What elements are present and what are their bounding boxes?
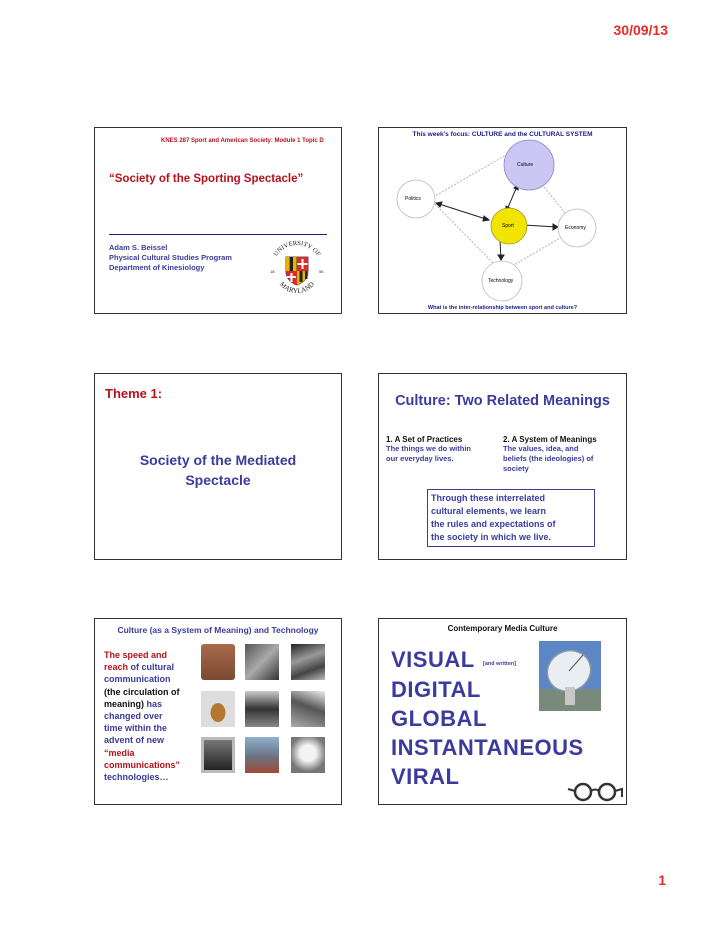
svg-text:MARYLAND: MARYLAND <box>277 280 317 296</box>
svg-text:56: 56 <box>319 269 324 274</box>
text-fragment: time within the <box>104 723 167 734</box>
text-fragment: communications” <box>104 759 181 770</box>
lecture-title: “Society of the Sporting Spectacle” <box>109 173 304 185</box>
meanings-line: The values, idea, and <box>503 444 579 453</box>
box-line: Through these interrelated <box>431 493 546 503</box>
text-fragment: meaning) <box>104 698 145 709</box>
text-fragment: “media <box>104 747 135 758</box>
printing-press-image <box>245 644 279 680</box>
box-line: the society in which we live. <box>431 532 552 542</box>
text-fragment: reach <box>104 662 129 673</box>
interrelated-elements-box <box>427 489 595 547</box>
glasses-icon <box>567 781 625 803</box>
slide-media-culture <box>378 618 627 805</box>
communication-text <box>104 649 204 783</box>
course-label: KNES 287 Sport and American Society: Module 1 Topic D <box>161 138 324 144</box>
theme-subtitle <box>95 450 341 490</box>
header-date: 30/09/13 <box>613 22 668 38</box>
written-note: [and written] <box>483 661 516 667</box>
media-keyword: DIGITAL <box>391 677 481 702</box>
text-fragment: The speed and <box>104 650 168 660</box>
media-keyword: GLOBAL <box>391 706 487 731</box>
newspaper-press-image <box>291 644 325 680</box>
media-keyword: VISUAL <box>391 647 475 672</box>
technology-label: Technology <box>488 278 514 284</box>
practices-column <box>386 435 501 464</box>
satellite-dish-image <box>539 641 601 711</box>
arrow-sport-politics <box>436 203 489 220</box>
practices-line: our everyday lives. <box>386 454 454 463</box>
text-fragment: communication <box>104 674 171 685</box>
practices-line: The things we do within <box>386 444 471 453</box>
clay-tablet-image <box>201 644 235 680</box>
text-fragment: (the circulation of <box>104 686 180 697</box>
politics-label: Politics <box>405 196 421 202</box>
theme-subtitle-line: Spectacle <box>185 472 251 488</box>
media-keyword: INSTANTANEOUS <box>391 735 584 760</box>
svg-text:UNIVERSITY OF: UNIVERSITY OF <box>272 239 322 258</box>
mobile-phone-hands-image <box>291 737 325 773</box>
television-image <box>201 737 235 773</box>
inter-relationship-question: What is the inter-relationship between sport and culture? <box>427 305 578 311</box>
text-fragment: changed over <box>104 711 163 722</box>
author-name: Adam S. Beissel <box>109 243 168 252</box>
text-fragment: technologies… <box>104 772 169 783</box>
media-culture-heading: Contemporary Media Culture <box>447 624 558 633</box>
radio-broadcaster-image <box>245 691 279 727</box>
economy-label: Economy <box>565 225 586 231</box>
slide-cultural-system <box>378 127 627 314</box>
culture-meanings-heading: Culture: Two Related Meanings <box>395 393 610 409</box>
meanings-column <box>503 435 625 474</box>
practices-title: 1. A Set of Practices <box>386 435 463 444</box>
telegraph-key-image <box>201 691 235 727</box>
culture-label: Culture <box>517 162 534 168</box>
page-number: 1 <box>658 872 666 888</box>
box-line: the rules and expectations of <box>431 519 556 529</box>
sport-label: Sport <box>502 223 514 229</box>
slide-theme-1 <box>94 373 342 560</box>
svg-text:18: 18 <box>270 269 275 274</box>
slide-culture-technology <box>94 618 342 805</box>
author-department: Department of Kinesiology <box>109 263 205 272</box>
focus-heading: This week’s focus: CULTURE and the CULTURAL SYSTEM <box>412 131 593 138</box>
telephone-operator-image <box>291 691 325 727</box>
meanings-line: beliefs (the ideologies) of <box>503 454 594 463</box>
culture-technology-heading: Culture (as a System of Meaning) and Technology <box>117 625 319 635</box>
divider <box>109 234 327 235</box>
edge-politics-culture <box>430 155 506 199</box>
media-keyword: VIRAL <box>391 764 460 789</box>
culture-network-diagram <box>379 128 627 314</box>
author-program: Physical Cultural Studies Program <box>109 253 232 262</box>
edge-politics-technology <box>430 199 502 272</box>
slide-title <box>94 127 342 314</box>
university-seal-logo <box>265 237 329 301</box>
satellite-dish-rooftop-image <box>245 737 279 773</box>
text-fragment: has <box>144 698 163 709</box>
text-fragment: advent of new <box>104 735 165 746</box>
box-line: cultural elements, we learn <box>431 506 547 516</box>
text-fragment: of cultural <box>128 662 175 673</box>
slide-culture-meanings <box>378 373 627 560</box>
meanings-title: 2. A System of Meanings <box>503 435 597 444</box>
meanings-line: society <box>503 464 529 473</box>
theme-heading: Theme 1: <box>105 386 163 401</box>
theme-subtitle-line: Society of the Mediated <box>139 452 297 468</box>
author-block <box>109 243 232 273</box>
